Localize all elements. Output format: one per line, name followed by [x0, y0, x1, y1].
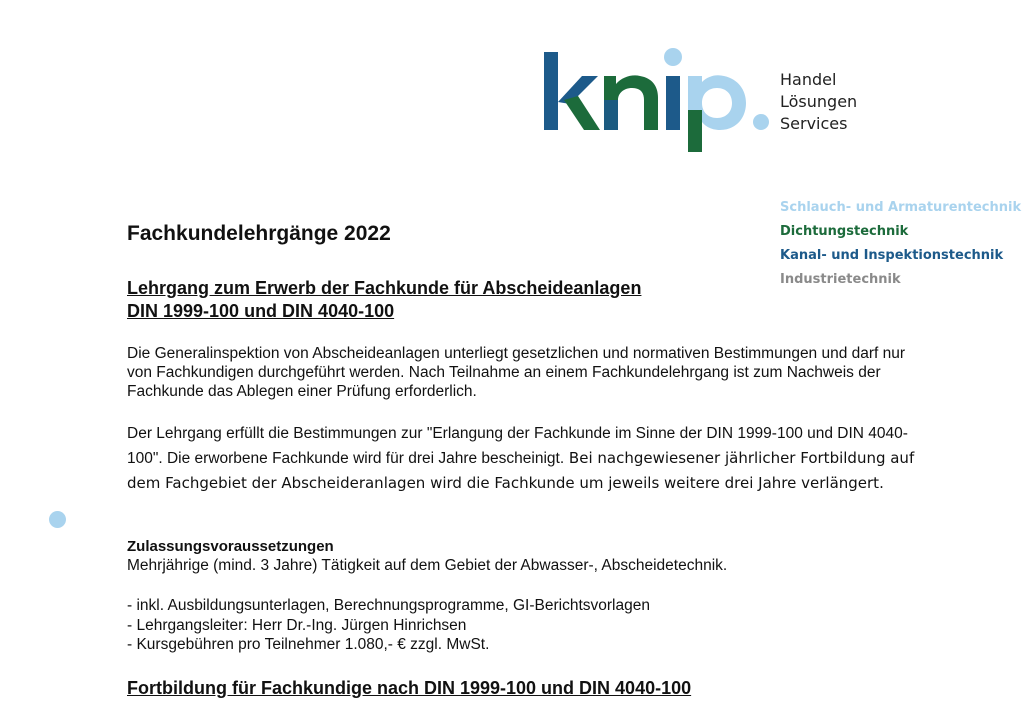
logo-i-stem [666, 76, 680, 130]
logo-period [753, 114, 769, 130]
document-title: Fachkundelehrgänge 2022 [127, 222, 391, 245]
tagline-line: Lösungen [780, 92, 858, 111]
course-certification-paragraph [127, 422, 917, 496]
logo-i-dot [664, 48, 682, 66]
course-title-line1: Lehrgang zum Erwerb der Fachkunde für Abscheideanlagen [127, 278, 642, 298]
list-item: - Kursgebühren pro Teilnehmer 1.080,- € zzgl. MwSt. [127, 636, 490, 653]
requirements-text: Mehrjährige (mind. 3 Jahre) Tätigkeit auf dem Gebiet der Abwasser-, Abscheidetechnik. [127, 557, 728, 574]
segment-hose-fittings: Schlauch- und Armaturentechnik [780, 200, 1022, 215]
course-title [127, 277, 641, 323]
knip-logo [540, 40, 780, 160]
tagline-line: Services [780, 114, 848, 133]
requirements-heading: Zulassungsvoraussetzungen [127, 538, 334, 555]
business-segments [780, 196, 1021, 292]
logo-k-leg [564, 96, 600, 130]
segment-sealing: Dichtungstechnik [780, 224, 909, 239]
segment-sewer-inspection: Kanal- und Inspektionstechnik [780, 248, 1004, 263]
certification-text: Der Lehrgang erfüllt die Bestimmungen zur "Erlangung der Fachkunde im Sinne der DIN 1999-100 und DIN 4040-100". Die erworbene Fachkunde wird für drei Jahre bescheinigt. [127, 425, 908, 467]
course-intro-paragraph: Die Generalinspektion von Abscheideanlagen unterliegt gesetzlichen und normativen Bestimmungen und darf nur von Fachkundigen durchgeführt werden. Nach Teilnahme an einem Fachkundelehrgang ist zum Nachweis der Fachkunde das Ablegen einer Prüfung erforderlich. [127, 345, 906, 400]
extension-text: Bei nachgewiesener jährlicher Fortbildung auf dem Fachgebiet der Abscheideranlagen wird die Fachkunde um jeweils weitere drei Jahre verlängert. [127, 449, 915, 492]
further-training-title: Fortbildung für Fachkundige nach DIN 1999-100 und DIN 4040-100 [127, 678, 692, 698]
tagline-line: Handel [780, 70, 837, 89]
course-details-list [127, 596, 650, 655]
brand-tagline [780, 69, 857, 135]
segment-industrial: Industrietechnik [780, 272, 901, 287]
list-item: - Lehrgangsleiter: Herr Dr.-Ing. Jürgen Hinrichsen [127, 616, 467, 634]
decorative-dot [49, 511, 66, 528]
logo-k-stem [544, 52, 558, 130]
course-title-line2: DIN 1999-100 und DIN 4040-100 [127, 301, 395, 321]
list-item: - inkl. Ausbildungsunterlagen, Berechnungsprogramme, GI-Berichtsvorlagen [127, 597, 650, 614]
